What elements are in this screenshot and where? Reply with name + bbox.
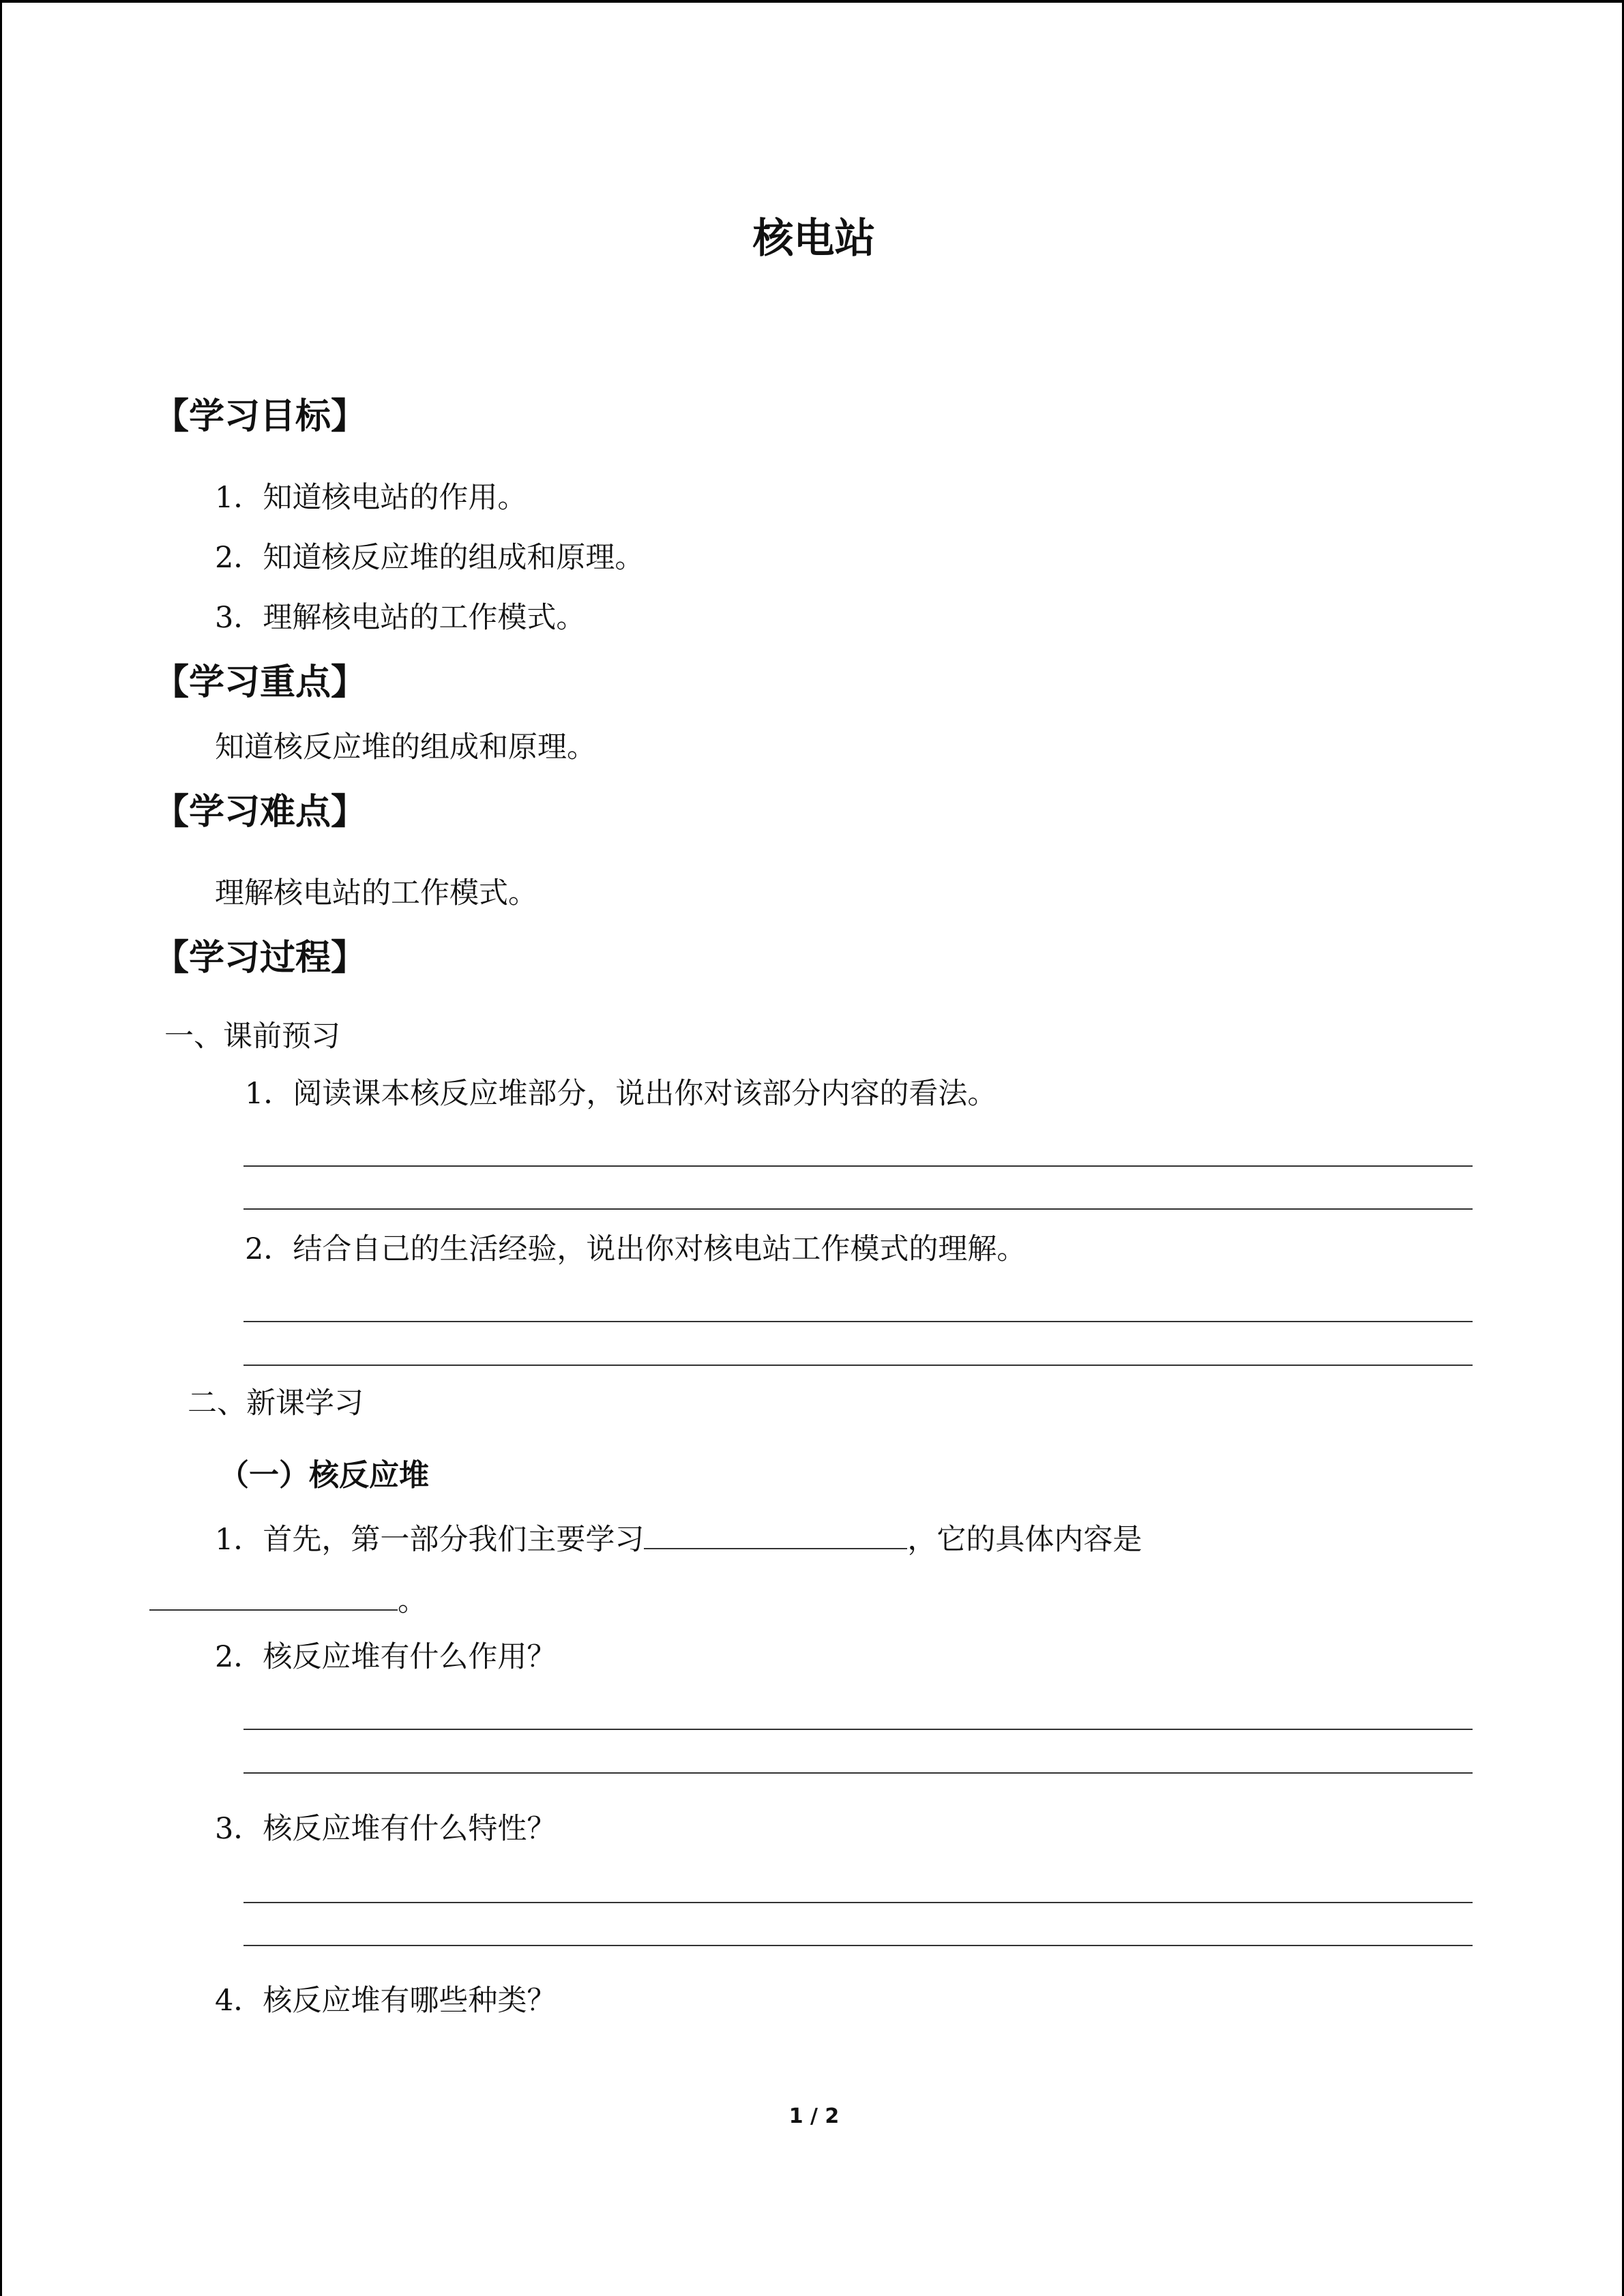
part1-title: （一）核反应堆 <box>219 1458 429 1493</box>
objective-item-3: 3．理解核电站的工作模式。 <box>215 601 586 635</box>
question-1-start: 1．首先，第一部分我们主要学习 <box>215 1523 645 1557</box>
question-3: 3．核反应堆有什么特性？ <box>215 1812 557 1846</box>
page-title: 核电站 <box>752 215 876 263</box>
fill-in-blank[interactable] <box>149 1579 398 1611</box>
question-2: 2．核反应堆有什么作用？ <box>215 1640 557 1674</box>
fill-in-question-1 <box>215 1518 1142 1560</box>
answer-line[interactable] <box>243 1321 1473 1322</box>
answer-line[interactable] <box>243 1772 1473 1774</box>
preview-label: 一、课前预习 <box>164 1019 340 1054</box>
process-heading: 【学习过程】 <box>153 938 367 979</box>
answer-line[interactable] <box>243 1165 1473 1167</box>
answer-line[interactable] <box>243 1902 1473 1903</box>
objective-item-2: 2．知道核反应堆的组成和原理。 <box>215 541 645 575</box>
difficulties-text: 理解核电站的工作模式。 <box>215 876 537 910</box>
fill-in-blank[interactable] <box>644 1518 907 1549</box>
answer-line[interactable] <box>243 1945 1473 1946</box>
question-4: 4．核反应堆有哪些种类？ <box>215 1984 557 2018</box>
objectives-heading: 【学习目标】 <box>153 396 367 437</box>
preview-question-1: 1．阅读课本核反应堆部分，说出你对该部分内容的看法。 <box>245 1077 997 1111</box>
key-points-heading: 【学习重点】 <box>153 662 367 703</box>
difficulties-heading: 【学习难点】 <box>153 792 367 833</box>
answer-line[interactable] <box>243 1208 1473 1210</box>
preview-question-2: 2．结合自己的生活经验，说出你对核电站工作模式的理解。 <box>245 1232 1027 1266</box>
fill-in-question-1-cont <box>149 1579 427 1622</box>
page-number: 1 / 2 <box>788 2104 840 2128</box>
answer-line[interactable] <box>243 1365 1473 1366</box>
question-1-mid: ，它的具体内容是 <box>907 1523 1142 1557</box>
question-1-end: 。 <box>398 1584 427 1618</box>
answer-line[interactable] <box>243 1729 1473 1730</box>
key-points-text: 知道核反应堆的组成和原理。 <box>215 730 596 764</box>
new-lesson-label: 二、新课学习 <box>188 1386 364 1420</box>
objective-item-1: 1．知道核电站的作用。 <box>215 481 527 515</box>
